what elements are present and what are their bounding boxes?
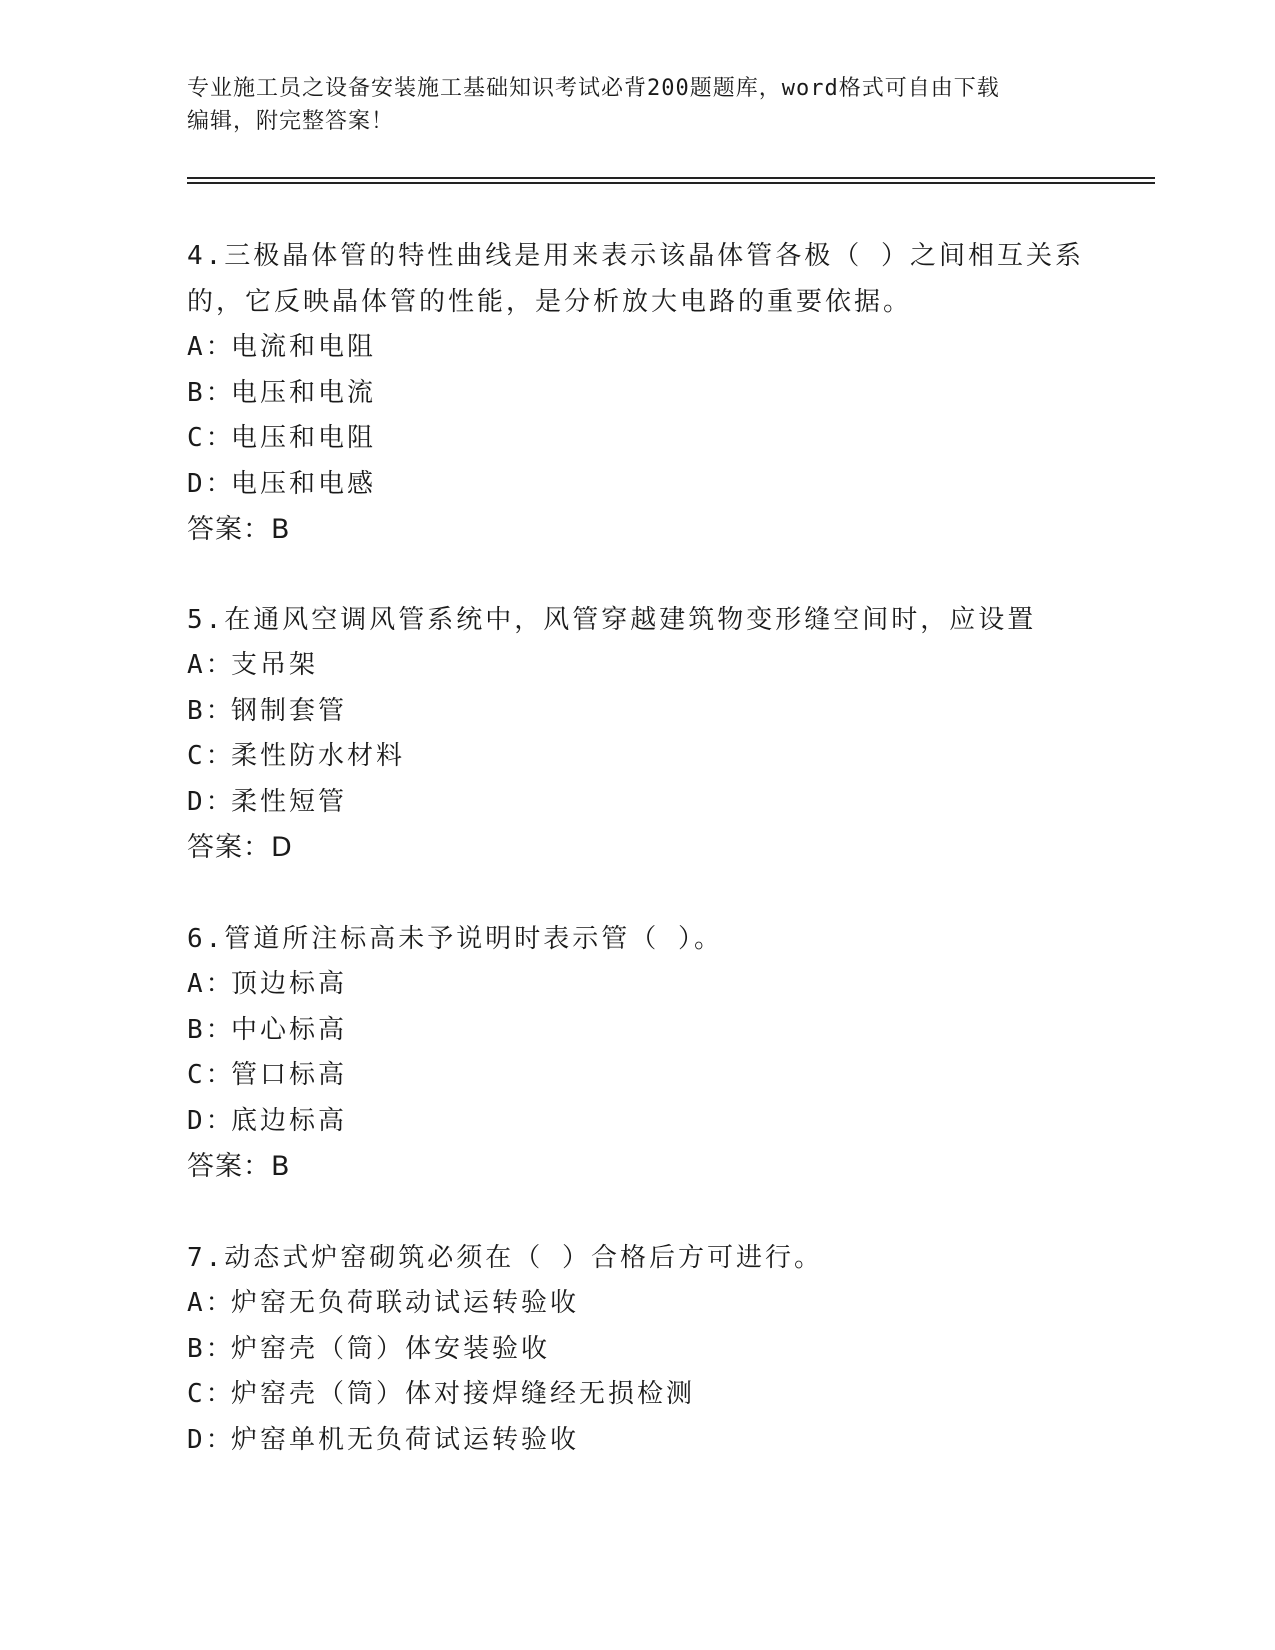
answer-value: B <box>271 1151 291 1182</box>
option-key: A： <box>187 969 235 999</box>
option-key: D： <box>187 1424 235 1455</box>
answer-value: B <box>271 514 291 545</box>
option-d <box>187 1099 1087 1145</box>
option-a <box>187 643 1087 689</box>
option-text: 电流和电阻 <box>231 332 377 362</box>
option-key: A： <box>187 1288 235 1318</box>
option-key: B： <box>187 1014 235 1045</box>
option-text: 炉窑无负荷联动试运转验收 <box>231 1288 580 1318</box>
answer-label: 答案： <box>187 832 271 863</box>
option-key: C： <box>187 1060 235 1090</box>
option-key: D： <box>187 468 235 499</box>
answer-label: 答案： <box>187 514 271 545</box>
option-key: C： <box>187 741 235 771</box>
question-stem-line: 7.动态式炉窑砌筑必须在（ ）合格后方可进行。 <box>187 1243 823 1273</box>
option-b <box>187 371 1087 417</box>
option-a <box>187 962 1087 1008</box>
option-c <box>187 734 1087 780</box>
option-d <box>187 462 1087 508</box>
question-stem-line: 4.三极晶体管的特性曲线是用来表示该晶体管各极（ ）之间相互关系 <box>187 241 1084 271</box>
header-divider-bottom <box>187 182 1155 184</box>
option-c <box>187 1053 1087 1099</box>
option-d <box>187 1418 1087 1464</box>
option-c <box>187 1372 1087 1418</box>
option-text: 电压和电感 <box>231 468 377 499</box>
answer-line <box>187 825 1087 871</box>
option-b <box>187 689 1087 735</box>
option-text: 电压和电阻 <box>231 423 377 453</box>
option-key: D： <box>187 786 235 817</box>
option-key: D： <box>187 1105 235 1136</box>
option-text: 钢制套管 <box>231 695 348 726</box>
option-text: 炉窑单机无负荷试运转验收 <box>231 1424 580 1455</box>
option-text: 柔性短管 <box>231 786 348 817</box>
option-a <box>187 325 1087 371</box>
question-stem-line: 的，它反映晶体管的性能，是分析放大电路的重要依据。 <box>187 287 913 317</box>
option-text: 管口标高 <box>231 1060 348 1090</box>
answer-line <box>187 1144 1087 1190</box>
answer-line <box>187 507 1087 553</box>
option-text: 支吊架 <box>231 650 319 680</box>
option-b <box>187 1327 1087 1373</box>
option-text: 底边标高 <box>231 1105 348 1136</box>
question-stem-line: 5.在通风空调风管系统中，风管穿越建筑物变形缝空间时，应设置 <box>187 605 1037 635</box>
document-header <box>187 72 1087 138</box>
option-key: A： <box>187 332 235 362</box>
option-text: 电压和电流 <box>231 377 377 408</box>
option-b <box>187 1008 1087 1054</box>
question-6 <box>187 916 1087 1190</box>
option-text: 中心标高 <box>231 1014 348 1045</box>
answer-value: D <box>271 832 293 863</box>
option-text: 柔性防水材料 <box>231 741 406 771</box>
option-d <box>187 780 1087 826</box>
option-text: 炉窑壳（筒）体对接焊缝经无损检测 <box>231 1379 696 1409</box>
header-line-1: 专业施工员之设备安装施工基础知识考试必背200题题库，word格式可自由下载 <box>187 76 1000 101</box>
option-key: B： <box>187 1333 235 1364</box>
option-key: B： <box>187 695 235 726</box>
question-7 <box>187 1235 1087 1463</box>
option-text: 炉窑壳（筒）体安装验收 <box>231 1333 551 1364</box>
option-key: A： <box>187 650 235 680</box>
header-line-2: 编辑，附完整答案！ <box>187 109 395 134</box>
option-key: C： <box>187 1379 235 1409</box>
question-5 <box>187 597 1087 871</box>
answer-label: 答案： <box>187 1151 271 1182</box>
option-text: 顶边标高 <box>231 969 348 999</box>
option-a <box>187 1281 1087 1327</box>
question-stem-line: 6.管道所注标高未予说明时表示管（ ）。 <box>187 924 723 954</box>
header-divider-top <box>187 177 1155 179</box>
option-key: C： <box>187 423 235 453</box>
option-c <box>187 416 1087 462</box>
option-key: B： <box>187 377 235 408</box>
question-4 <box>187 233 1087 553</box>
